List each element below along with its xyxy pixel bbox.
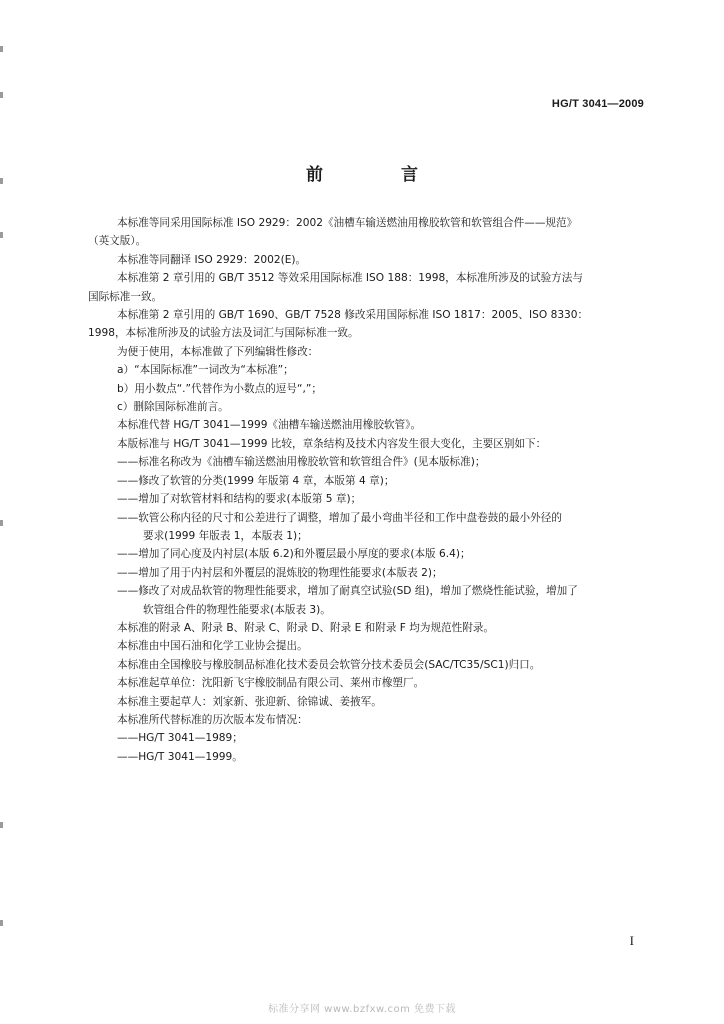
dash-item: ——修改了软管的分类(1999 年版第 4 章，本版第 4 章)； — [117, 474, 395, 487]
scan-edge-mark — [0, 822, 3, 828]
paragraph-line: （英文版）。 — [88, 235, 147, 248]
paragraph-line: 1998，本标准所涉及的试验方法及词汇与国际标准一致。 — [88, 327, 359, 340]
paragraph-line: 本版标准与 HG/T 3041—1999 比较，章条结构及技术内容发生很大变化，主要区别如下： — [117, 437, 547, 450]
list-item: b）用小数点“.”代替作为小数点的逗号“,”； — [117, 382, 322, 395]
dash-item: ——标准名称改为《油槽车输送燃油用橡胶软管和软管组合件》(见本版标准)； — [117, 456, 486, 469]
dash-item: ——HG/T 3041—1989； — [117, 732, 243, 745]
dash-item: ——HG/T 3041—1999。 — [117, 750, 243, 763]
paragraph-line: 本标准主要起草人：刘家新、张迎新、徐锦诚、姜掖军。 — [117, 695, 382, 708]
list-item: c）删除国际标准前言。 — [117, 401, 229, 414]
page-title: 前 言 — [306, 165, 454, 185]
list-item: a）“本国际标准”一词改为“本标准”； — [117, 364, 294, 377]
dash-item-continuation: 软管组合件的物理性能要求(本版表 3)。 — [143, 603, 331, 616]
dash-item: ——增加了对软管材料和结构的要求(本版第 5 章)； — [117, 493, 362, 506]
scan-edge-mark — [0, 46, 3, 52]
watermark-text: 标准分享网 www.bzfxw.com 免费下载 — [268, 1004, 456, 1015]
paragraph-line: 本标准起草单位：沈阳新飞宇橡胶制品有限公司、莱州市橡塑厂。 — [117, 677, 425, 690]
paragraph-line: 本标准第 2 章引用的 GB/T 3512 等效采用国际标准 ISO 188：1998，本标准所涉及的试验方法与 — [117, 272, 583, 285]
scan-edge-mark — [0, 520, 3, 526]
paragraph-line: 本标准等同翻译 ISO 2929：2002(E)。 — [117, 253, 307, 266]
paragraph-line: 本标准第 2 章引用的 GB/T 1690、GB/T 7528 修改采用国际标准 ISO 1817：2005、ISO 8330： — [117, 309, 589, 322]
paragraph-line: 为便于使用，本标准做了下列编辑性修改： — [117, 345, 319, 358]
dash-item: ——修改了对成品软管的物理性能要求，增加了耐真空试验(SD 组)，增加了燃烧性能试验，增加了 — [117, 585, 578, 598]
paragraph-line: 本标准代替 HG/T 3041—1999《油槽车输送燃油用橡胶软管》。 — [117, 419, 422, 432]
paragraph-line: 本标准所代替标准的历次版本发布情况： — [117, 713, 308, 726]
paragraph-line: 本标准等同采用国际标准 ISO 2929：2002《油槽车输送燃油用橡胶软管和软管组合件——规范》 — [117, 217, 578, 229]
dash-item: ——增加了同心度及内衬层(本版 6.2)和外覆层最小厚度的要求(本版 6.4)； — [117, 548, 471, 561]
paragraph-line: 本标准由中国石油和化学工业协会提出。 — [117, 640, 308, 653]
dash-item: ——增加了用于内衬层和外覆层的混炼胶的物理性能要求(本版表 2)； — [117, 566, 443, 579]
standard-code: HG/T 3041—2009 — [551, 98, 644, 110]
paragraph-line: 本标准由全国橡胶与橡胶制品标准化技术委员会软管分技术委员会(SAC/TC35/SC1)归口。 — [117, 658, 541, 671]
paragraph-line: 国际标准一致。 — [88, 290, 163, 303]
scan-edge-mark — [0, 92, 3, 98]
scan-edge-mark — [0, 232, 3, 238]
foreword-body — [88, 214, 654, 766]
scan-edge-mark — [0, 920, 3, 926]
dash-item: ——软管公称内径的尺寸和公差进行了调整，增加了最小弯曲半径和工作中盘卷鼓的最小外径的 — [117, 511, 562, 524]
page-number: I — [629, 933, 634, 948]
paragraph-line: 本标准的附录 A、附录 B、附录 C、附录 D、附录 E 和附录 F 均为规范性附录。 — [117, 621, 495, 634]
dash-item-continuation: 要求(1999 年版表 1，本版表 1)； — [143, 529, 308, 542]
